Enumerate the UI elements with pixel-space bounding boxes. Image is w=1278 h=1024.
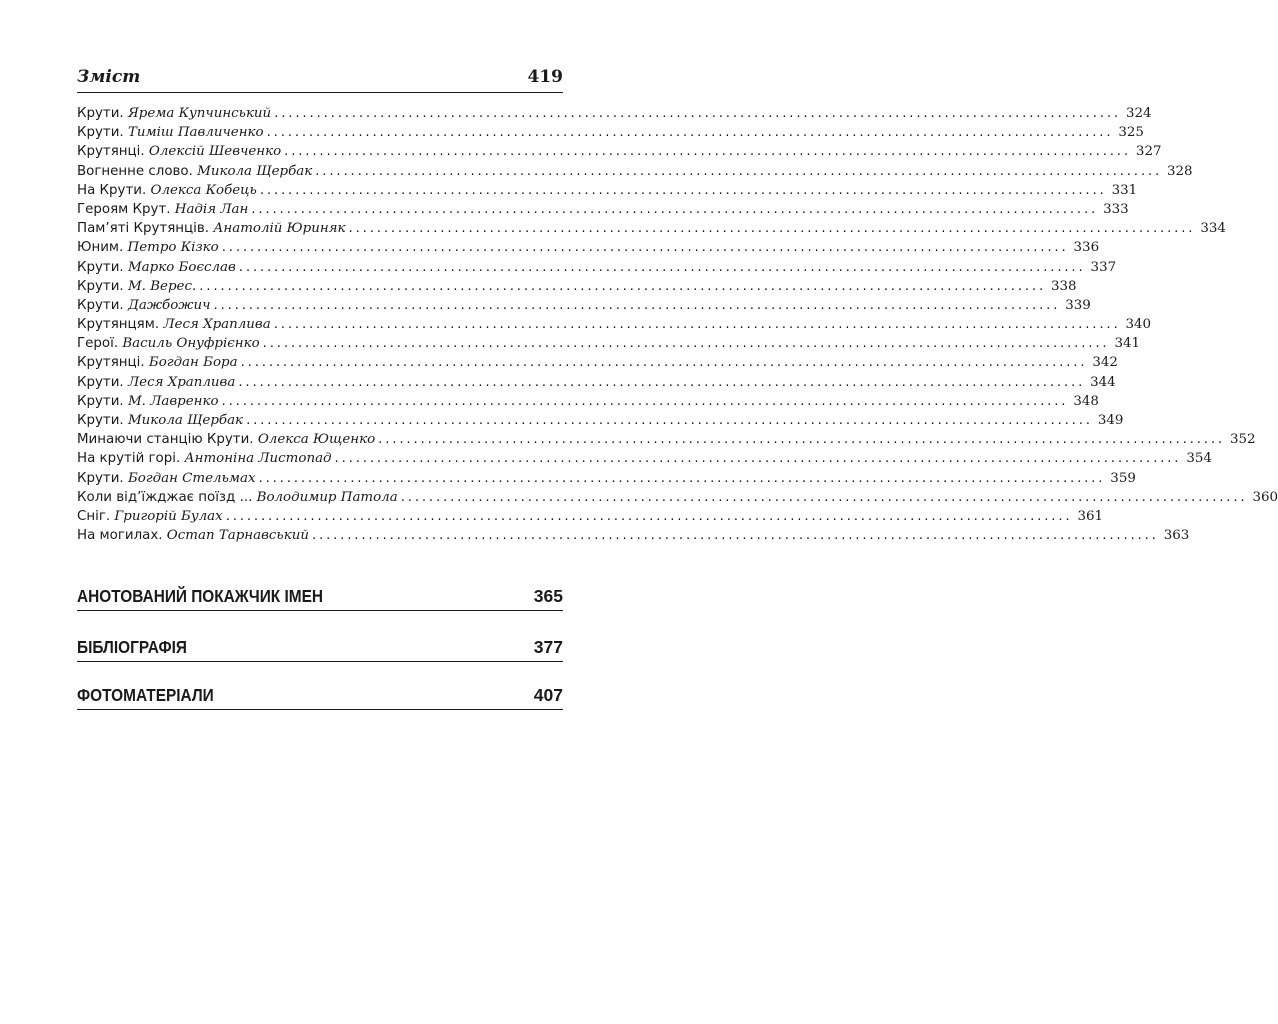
entry-title: Крутянці. [77,144,145,160]
entry-title: Крути. [77,297,124,313]
entry-author: Тиміш Павличенко [127,125,264,141]
entry-author: Микола Щербак [197,163,313,179]
toc-list [77,104,1278,545]
entry-page: 334 [1200,221,1226,237]
leader-dots: ........................................................................................................................ [251,201,1099,217]
leader-dots: ........................................................................................................................ [258,470,1106,486]
section-page: 407 [533,685,563,705]
entry-title: На крутій горі. [77,451,181,467]
entry-author: Надія Лан [174,201,249,217]
entry-author: Богдан Стельмах [127,470,256,486]
entry-page: 344 [1090,374,1116,390]
entry-title: Пам’яті Крутянців. [77,221,209,237]
entry-page: 342 [1092,355,1118,371]
toc-entry [77,449,1212,468]
toc-entry [77,411,1124,430]
entry-title: Крути. [77,470,124,486]
leader-dots: ........................................................................................................................ [284,144,1131,160]
toc-entry [77,334,1140,353]
toc-entry [77,104,1152,123]
toc-entry [77,200,1129,219]
leader-dots: ........................................................................................................................ [273,317,1121,333]
entry-title: Вогненне слово. [77,163,193,179]
entry-page: 328 [1167,163,1193,179]
entry-page: 359 [1110,470,1136,486]
toc-entry [77,123,1144,142]
leader-dots: ........................................................................................................................ [400,489,1248,505]
entry-title: Крути. [77,259,124,275]
toc-entry [77,392,1099,411]
section-title: БІБЛІОГРАФІЯ [77,637,187,657]
entry-title: Крути. [77,413,124,428]
leader-dots: ........................................................................................................................ [274,106,1121,121]
entry-author: М. Верес. [127,278,197,294]
entry-page: 339 [1065,297,1091,313]
header-page-number: 419 [527,67,563,87]
toc-entry [77,181,1138,200]
entry-title: Крути. [77,106,124,121]
entry-author: Леся Храплива [163,317,271,333]
entry-author: Остап Тарнавський [166,528,309,544]
entry-author: Богдан Бора [148,355,238,371]
entry-page: 363 [1163,528,1190,544]
leader-dots: ........................................................................................................................ [199,278,1046,294]
entry-page: 325 [1118,125,1144,141]
leader-dots: ........................................................................................................................ [262,336,1110,352]
entry-page: 327 [1135,144,1162,160]
toc-entry [77,258,1117,277]
entry-title: Герої. [77,336,119,352]
toc-entry [77,142,1162,161]
entry-page: 324 [1125,106,1152,121]
toc-entry [77,277,1077,296]
entry-author: Марко Боєслав [127,259,236,275]
section-page: 377 [533,637,563,657]
entry-title: Крути. [77,374,124,390]
entry-title: Героям Крут. [77,201,171,217]
entry-author: Антоніна Листопад [184,451,332,467]
entry-page: 341 [1114,336,1140,352]
section-title: ФОТОМАТЕРІАЛИ [77,685,214,705]
toc-entry [77,526,1190,545]
entry-page: 337 [1090,259,1117,275]
entry-page: 352 [1229,432,1256,448]
entry-title: Крути. [77,278,124,294]
leader-dots: ........................................................................................................................ [213,297,1061,313]
entry-page: 349 [1097,413,1124,428]
section-page: 365 [533,586,563,606]
leader-dots: ........................................................................................................................ [334,451,1182,467]
entry-page: 336 [1073,240,1100,256]
entry-author: Олекса Кобець [150,182,257,198]
header-title: Зміст [77,67,141,87]
section-heading-bibliography [77,637,563,662]
running-header [77,62,563,93]
entry-page: 361 [1077,508,1104,524]
entry-page: 338 [1051,278,1077,294]
entry-author: Ярема Купчинський [127,106,272,121]
toc-entry [77,353,1118,372]
entry-title: Коли від’їжджає поїзд ... [77,489,253,505]
entry-page: 333 [1103,201,1129,217]
toc-entry [77,430,1256,449]
entry-title: Юним. [77,240,124,256]
entry-author: Анатолій Юриняк [213,221,346,237]
entry-title: Крутянці. [77,355,145,371]
toc-entry [77,296,1091,315]
entry-page: 331 [1111,182,1138,198]
toc-entry [77,469,1136,488]
leader-dots: ........................................................................................................................ [238,374,1086,390]
entry-page: 348 [1073,393,1099,409]
toc-entry [77,219,1226,238]
section-heading-photo-materials [77,685,563,710]
entry-author: Василь Онуфрієнко [122,336,260,352]
toc-entry [77,238,1100,257]
leader-dots: ........................................................................................................................ [221,393,1069,409]
entry-author: Петро Кізко [127,240,219,256]
toc-entry [77,162,1193,181]
entry-title: Сніг. [77,508,111,524]
section-title: АНОТОВАНИЙ ПОКАЖЧИК ІМЕН [77,586,323,606]
leader-dots: ........................................................................................................................ [378,432,1225,448]
entry-title: На Крути. [77,182,147,198]
leader-dots: ........................................................................................................................ [315,163,1163,179]
entry-title: Крути. [77,125,124,141]
entry-author: Олекса Ющенко [257,432,376,448]
entry-author: Леся Храплива [127,374,236,390]
toc-entry [77,373,1116,392]
leader-dots: ........................................................................................................................ [259,182,1107,198]
entry-author: Дажбожич [127,297,211,313]
entry-title: Минаючи станцію Крути. [77,432,254,448]
entry-author: М. Лавренко [127,393,219,409]
entry-title: Крути. [77,393,124,409]
toc-entry [77,315,1152,334]
entry-page: 340 [1125,317,1152,333]
entry-author: Микола Щербак [127,413,244,428]
leader-dots: ........................................................................................................................ [266,125,1114,141]
leader-dots: ........................................................................................................................ [246,413,1093,428]
entry-author: Олексій Шевченко [148,144,282,160]
leader-dots: ........................................................................................................................ [240,355,1088,371]
toc-entry [77,488,1278,507]
entry-title: Крутянцям. [77,317,160,333]
leader-dots: ........................................................................................................................ [348,221,1196,237]
toc-entry [77,507,1104,526]
leader-dots: ........................................................................................................................ [221,240,1069,256]
section-heading-name-index [77,586,563,611]
entry-page: 354 [1186,451,1212,467]
leader-dots: ........................................................................................................................ [225,508,1073,524]
entry-title: На могилах. [77,528,163,544]
entry-author: Володимир Патола [256,489,398,505]
leader-dots: ........................................................................................................................ [311,528,1159,544]
leader-dots: ........................................................................................................................ [238,259,1086,275]
entry-page: 360 [1252,489,1278,505]
entry-author: Григорій Булах [114,508,223,524]
